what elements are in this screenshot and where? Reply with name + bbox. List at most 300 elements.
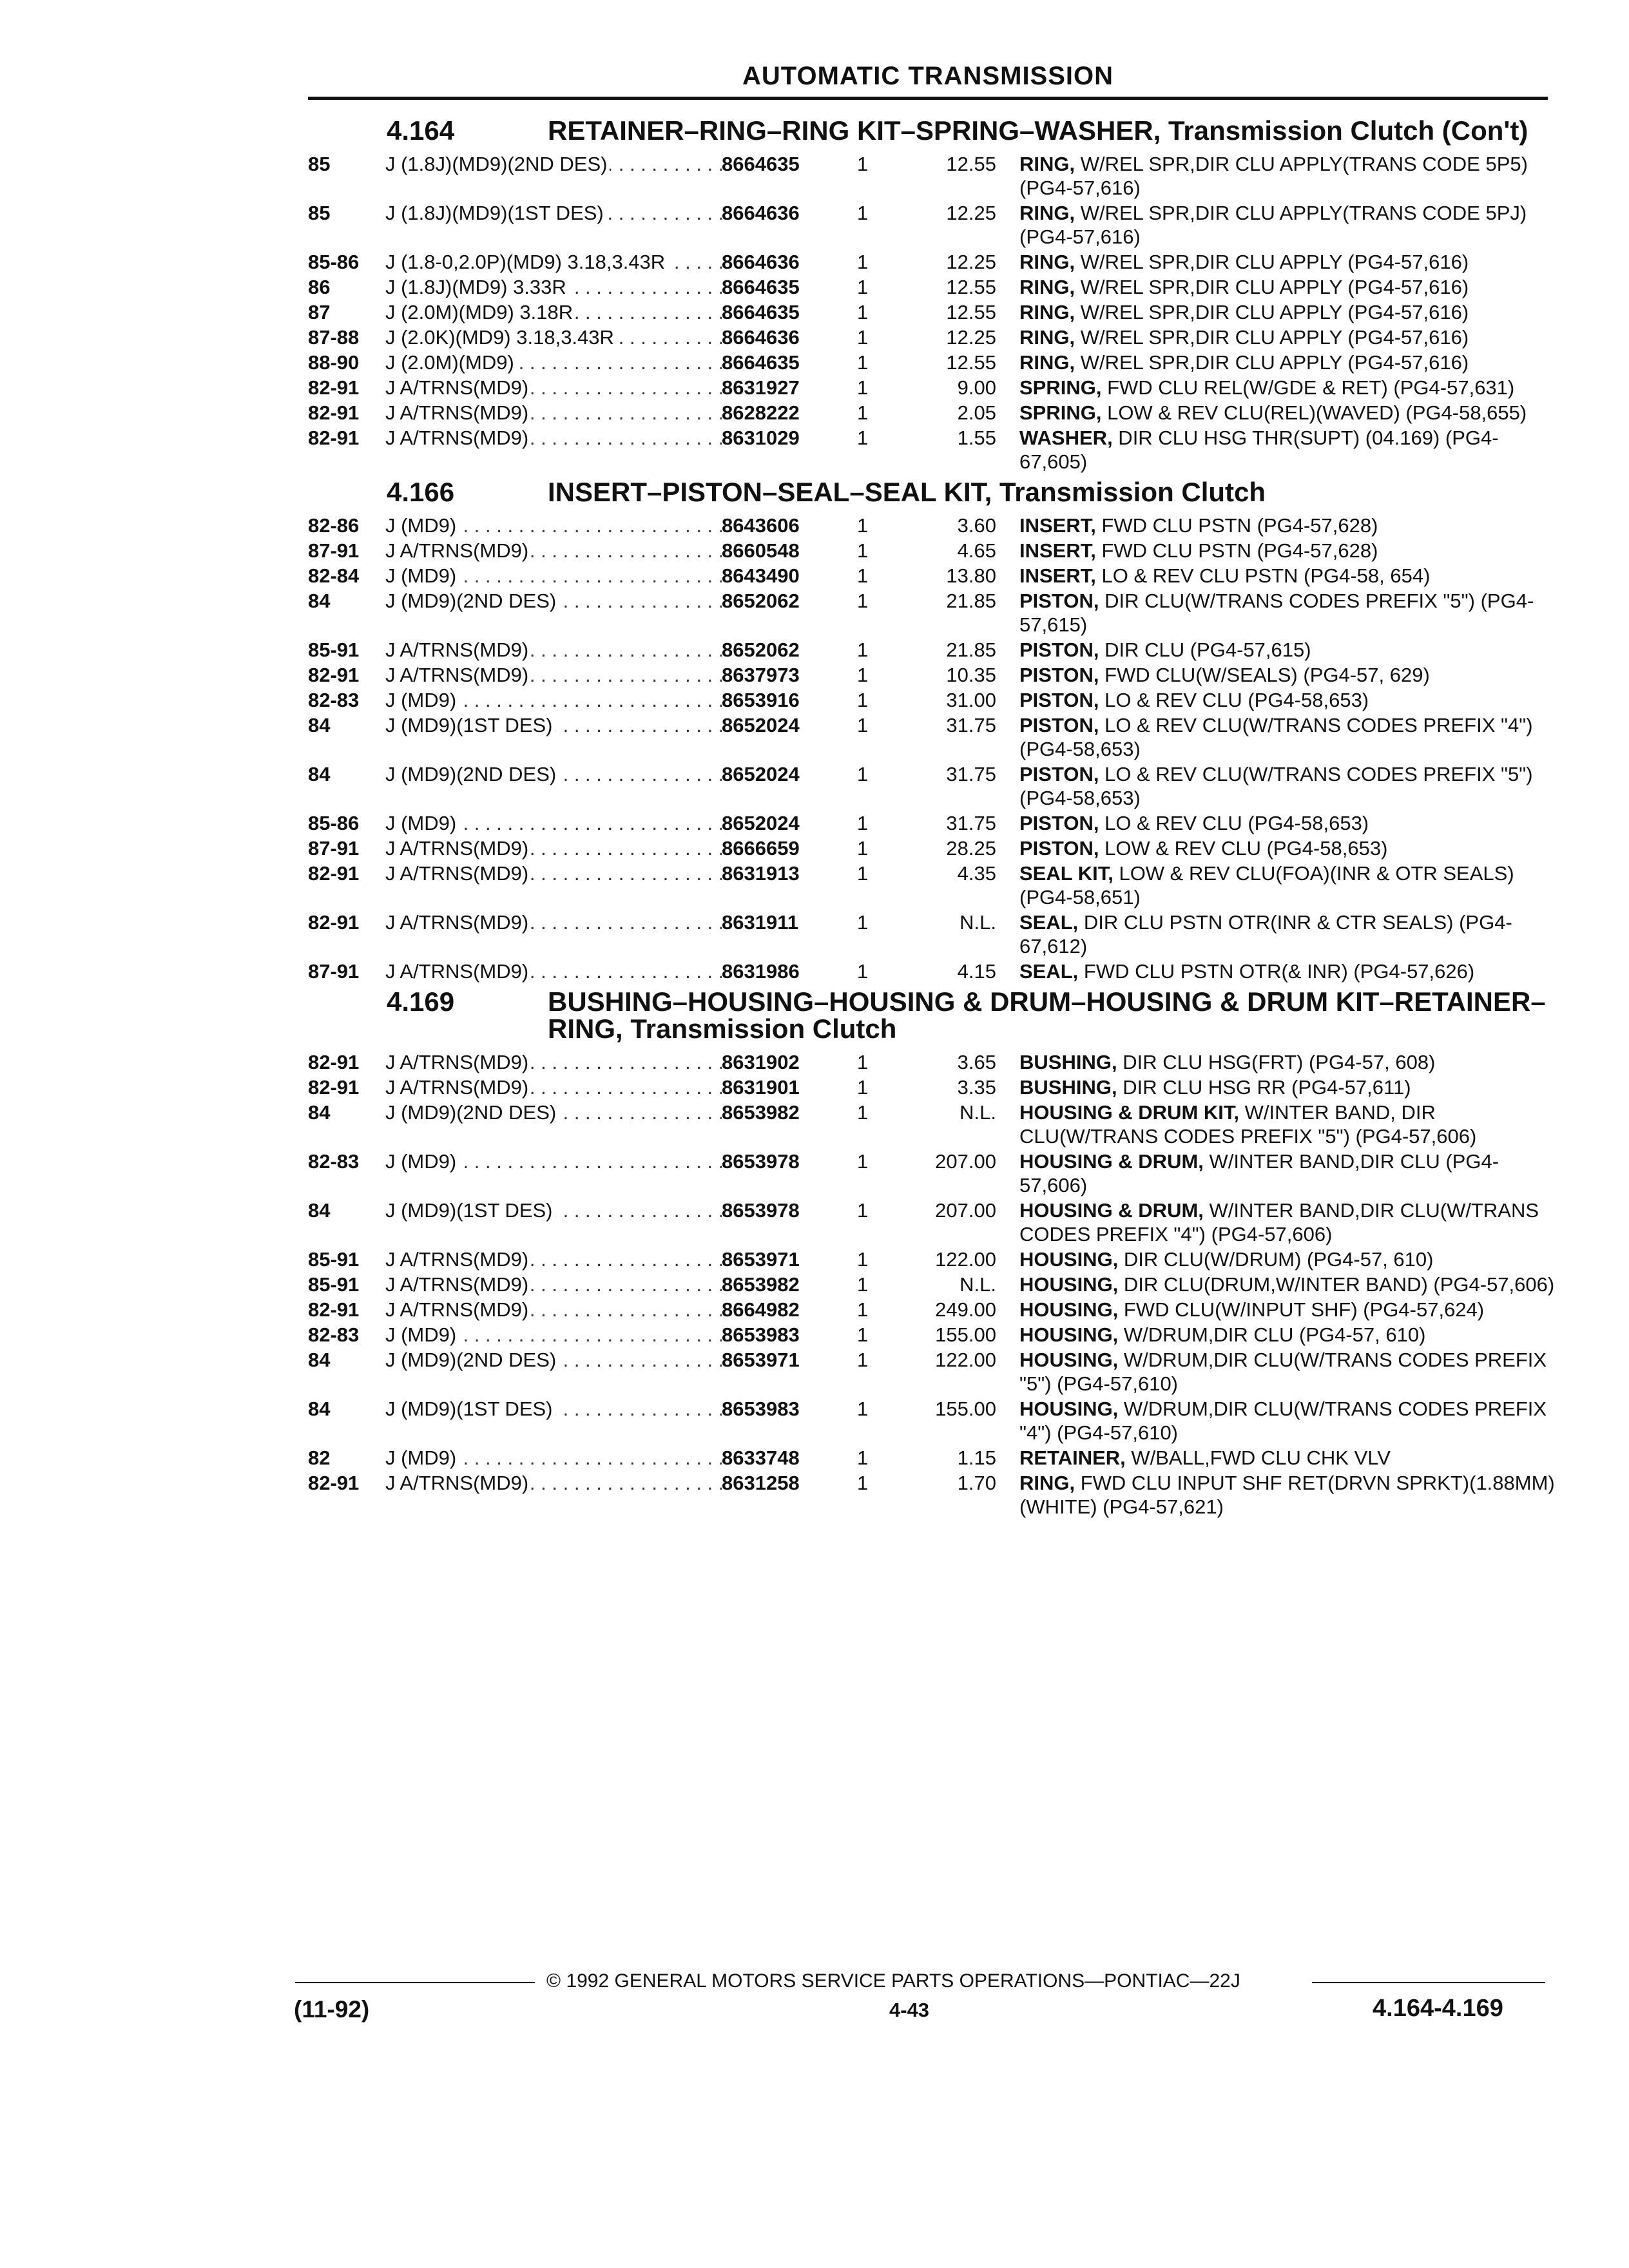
quantity-cell: 1 xyxy=(857,202,869,224)
price-cell: 31.75 xyxy=(946,763,996,785)
year-cell: 85 xyxy=(308,202,331,224)
parts-row xyxy=(308,1397,1548,1445)
description-cell: HOUSING, FWD CLU(W/INPUT SHF) (PG4-57,624) xyxy=(1019,1298,1485,1321)
parts-row xyxy=(308,539,1548,562)
year-cell: 85-91 xyxy=(308,639,360,661)
year-cell: 86 xyxy=(308,276,331,298)
quantity-cell: 1 xyxy=(857,1398,869,1420)
part-number-cell: 8643490 xyxy=(722,564,800,587)
page-header: AUTOMATIC TRANSMISSION xyxy=(742,62,1114,90)
part-number-cell: 8631911 xyxy=(722,911,798,934)
part-number-cell: 8652024 xyxy=(722,763,800,785)
description-keyword: RING, xyxy=(1019,153,1075,175)
parts-row xyxy=(308,688,1548,712)
application-cell xyxy=(385,376,722,399)
price-cell: 28.25 xyxy=(946,837,996,860)
parts-row xyxy=(308,1298,1548,1321)
part-number-cell: 8664636 xyxy=(722,251,800,273)
parts-row xyxy=(308,638,1548,662)
price-cell: 4.15 xyxy=(957,960,996,983)
parts-row xyxy=(308,275,1548,299)
application-text: J (MD9) xyxy=(385,1323,459,1346)
quantity-cell: 1 xyxy=(857,251,869,273)
year-cell: 82-91 xyxy=(308,427,360,449)
description-keyword: BUSHING, xyxy=(1019,1076,1117,1099)
description-keyword: BUSHING, xyxy=(1019,1051,1117,1073)
application-cell xyxy=(385,351,722,374)
application-cell xyxy=(385,861,722,885)
parts-row xyxy=(308,959,1548,983)
description-cell: INSERT, FWD CLU PSTN (PG4-57,628) xyxy=(1019,514,1378,537)
quantity-cell: 1 xyxy=(857,564,869,587)
description-cell: PISTON, LO & REV CLU (PG4-58,653) xyxy=(1019,812,1369,834)
quantity-cell: 1 xyxy=(857,911,869,934)
section-number: 4.166 xyxy=(387,477,455,507)
quantity-cell: 1 xyxy=(857,960,869,983)
price-cell: 3.65 xyxy=(957,1051,996,1073)
application-text: J (MD9)(2ND DES) xyxy=(385,763,559,785)
year-cell: 85-91 xyxy=(308,1273,360,1296)
price-cell: 12.55 xyxy=(946,351,996,374)
price-cell: 31.75 xyxy=(946,812,996,834)
section-title xyxy=(308,117,1548,144)
price-cell: 21.85 xyxy=(946,590,996,612)
description-cell: RING, W/REL SPR,DIR CLU APPLY (PG4-57,616) xyxy=(1019,301,1469,323)
footer-rule-left xyxy=(295,1982,535,1983)
description-cell: HOUSING, W/DRUM,DIR CLU (PG4-57, 610) xyxy=(1019,1323,1426,1346)
parts-row xyxy=(308,514,1548,537)
year-cell: 82-83 xyxy=(308,1323,360,1346)
quantity-cell: 1 xyxy=(857,1349,869,1371)
part-number-cell: 8653982 xyxy=(722,1101,800,1124)
description-cell: RING, W/REL SPR,DIR CLU APPLY (PG4-57,616) xyxy=(1019,326,1469,349)
quantity-cell: 1 xyxy=(857,1051,869,1073)
description-keyword: RING, xyxy=(1019,351,1075,374)
description-keyword: PISTON, xyxy=(1019,812,1099,834)
year-cell: 82-91 xyxy=(308,862,360,885)
application-cell xyxy=(385,1471,722,1495)
application-text: J (MD9)(2ND DES) xyxy=(385,590,559,612)
application-text: J A/TRNS(MD9) xyxy=(385,1273,531,1296)
application-cell xyxy=(385,811,722,835)
description-cell: SEAL, DIR CLU PSTN OTR(INR & CTR SEALS) (PG4-67,612) xyxy=(1019,911,1512,957)
application-cell xyxy=(385,1323,722,1347)
description-cell: HOUSING, W/DRUM,DIR CLU(W/TRANS CODES PREFIX "5") (PG4-57,610) xyxy=(1019,1349,1547,1395)
year-cell: 84 xyxy=(308,1101,331,1124)
description-cell: HOUSING & DRUM KIT, W/INTER BAND, DIR CLU(W/TRANS CODES PREFIX "5") (PG4-57,606) xyxy=(1019,1101,1477,1148)
year-cell: 82-84 xyxy=(308,564,360,587)
description-cell: RETAINER, W/BALL,FWD CLU CHK VLV xyxy=(1019,1446,1391,1469)
part-number-cell: 8637973 xyxy=(722,664,800,686)
application-cell xyxy=(385,836,722,860)
description-keyword: RING, xyxy=(1019,202,1075,224)
description-cell: HOUSING, W/DRUM,DIR CLU(W/TRANS CODES PREFIX "4") (PG4-57,610) xyxy=(1019,1398,1547,1444)
part-number-cell: 8643606 xyxy=(722,514,800,537)
description-cell: PISTON, LO & REV CLU (PG4-58,653) xyxy=(1019,689,1369,711)
description-cell: HOUSING, DIR CLU(DRUM,W/INTER BAND) (PG4-57,606) xyxy=(1019,1273,1555,1296)
quantity-cell: 1 xyxy=(857,539,869,562)
application-text: J A/TRNS(MD9) xyxy=(385,911,531,934)
part-number-cell: 8664982 xyxy=(722,1298,800,1321)
part-number-cell: 8631913 xyxy=(722,862,800,885)
copyright-notice: © 1992 GENERAL MOTORS SERVICE PARTS OPERATIONS—PONTIAC—22J xyxy=(546,1970,1240,1992)
quantity-cell: 1 xyxy=(857,1273,869,1296)
application-cell xyxy=(385,300,722,324)
description-cell: RING, W/REL SPR,DIR CLU APPLY(TRANS CODE 5PJ) (PG4-57,616) xyxy=(1019,202,1527,248)
quantity-cell: 1 xyxy=(857,1150,869,1173)
application-text: J (MD9)(1ST DES) xyxy=(385,714,555,736)
parts-row xyxy=(308,713,1548,761)
description-cell: INSERT, FWD CLU PSTN (PG4-57,628) xyxy=(1019,539,1378,562)
application-text: J (2.0K)(MD9) 3.18,3.43R xyxy=(385,326,617,349)
year-cell: 84 xyxy=(308,763,331,785)
year-cell: 87-91 xyxy=(308,960,360,983)
quantity-cell: 1 xyxy=(857,1101,869,1124)
application-text: J A/TRNS(MD9) xyxy=(385,1076,531,1099)
description-keyword: HOUSING & DRUM, xyxy=(1019,1199,1204,1222)
price-cell: 13.80 xyxy=(946,564,996,587)
part-number-cell: 8660548 xyxy=(722,539,800,562)
parts-row xyxy=(308,1149,1548,1197)
description-keyword: INSERT, xyxy=(1019,539,1096,562)
application-cell xyxy=(385,1397,722,1421)
parts-row xyxy=(308,1247,1548,1271)
parts-row xyxy=(308,1348,1548,1396)
year-cell: 82-91 xyxy=(308,1298,360,1321)
year-cell: 82-91 xyxy=(308,401,360,424)
price-cell: 4.35 xyxy=(957,862,996,885)
description-keyword: PISTON, xyxy=(1019,689,1099,711)
description-keyword: SPRING, xyxy=(1019,376,1102,399)
year-cell: 85-86 xyxy=(308,251,360,273)
description-keyword: HOUSING, xyxy=(1019,1323,1119,1346)
application-cell xyxy=(385,564,722,588)
part-number-cell: 8664635 xyxy=(722,153,800,175)
year-cell: 82-91 xyxy=(308,1051,360,1073)
price-cell: 12.25 xyxy=(946,326,996,349)
section-range: 4.164-4.169 xyxy=(1373,1995,1503,2022)
section-name: RETAINER–RING–RING KIT–SPRING–WASHER, Transmission Clutch (Con't) xyxy=(548,115,1528,146)
year-cell: 85 xyxy=(308,153,331,175)
quantity-cell: 1 xyxy=(857,1298,869,1321)
application-text: J A/TRNS(MD9) xyxy=(385,862,531,885)
application-cell xyxy=(385,762,722,786)
part-number-cell: 8652024 xyxy=(722,714,800,736)
price-cell: 207.00 xyxy=(935,1199,996,1222)
application-cell xyxy=(385,663,722,687)
price-cell: 1.15 xyxy=(957,1446,996,1469)
description-keyword: RING, xyxy=(1019,326,1075,349)
description-cell: PISTON, DIR CLU (PG4-57,615) xyxy=(1019,639,1311,661)
application-text: J A/TRNS(MD9) xyxy=(385,664,531,686)
description-keyword: RING, xyxy=(1019,276,1075,298)
quantity-cell: 1 xyxy=(857,1323,869,1346)
application-text: J (MD9) xyxy=(385,564,459,587)
parts-row xyxy=(308,201,1548,249)
description-keyword: PISTON, xyxy=(1019,664,1099,686)
part-number-cell: 8631258 xyxy=(722,1472,800,1494)
description-cell: SEAL KIT, LOW & REV CLU(FOA)(INR & OTR SEALS) (PG4-58,651) xyxy=(1019,862,1514,908)
year-cell: 82-91 xyxy=(308,1472,360,1494)
part-number-cell: 8631901 xyxy=(722,1076,800,1099)
description-cell: RING, W/REL SPR,DIR CLU APPLY(TRANS CODE 5P5) (PG4-57,616) xyxy=(1019,153,1528,199)
year-cell: 84 xyxy=(308,1199,331,1222)
description-cell: RING, W/REL SPR,DIR CLU APPLY (PG4-57,616) xyxy=(1019,276,1469,298)
quantity-cell: 1 xyxy=(857,714,869,736)
description-keyword: INSERT, xyxy=(1019,514,1096,537)
part-number-cell: 8653978 xyxy=(722,1150,800,1173)
description-cell: PISTON, FWD CLU(W/SEALS) (PG4-57, 629) xyxy=(1019,664,1430,686)
application-cell xyxy=(385,401,722,425)
application-text: J A/TRNS(MD9) xyxy=(385,960,531,983)
price-cell: N.L. xyxy=(959,1273,996,1296)
application-cell xyxy=(385,589,722,613)
part-number-cell: 8664636 xyxy=(722,326,800,349)
price-cell: 3.60 xyxy=(957,514,996,537)
section-number: 4.164 xyxy=(387,115,455,146)
quantity-cell: 1 xyxy=(857,590,869,612)
section-number: 4.169 xyxy=(387,986,455,1017)
revision-date: (11-92) xyxy=(294,1996,370,2023)
description-cell: SEAL, FWD CLU PSTN OTR(& INR) (PG4-57,626) xyxy=(1019,960,1475,983)
application-text: J (MD9)(1ST DES) xyxy=(385,1199,555,1222)
year-cell: 84 xyxy=(308,1349,331,1371)
quantity-cell: 1 xyxy=(857,837,869,860)
description-keyword: HOUSING & DRUM KIT, xyxy=(1019,1101,1239,1124)
price-cell: 155.00 xyxy=(935,1323,996,1346)
application-text: J (2.0M)(MD9) 3.18R xyxy=(385,301,575,323)
year-cell: 87-91 xyxy=(308,539,360,562)
price-cell: 155.00 xyxy=(935,1398,996,1420)
description-keyword: HOUSING, xyxy=(1019,1349,1119,1371)
parts-row xyxy=(308,1471,1555,1519)
year-cell: 82-91 xyxy=(308,911,360,934)
application-cell xyxy=(385,959,722,983)
year-cell: 87-88 xyxy=(308,326,360,349)
parts-row xyxy=(308,564,1548,588)
application-cell xyxy=(385,910,722,934)
application-text: J A/TRNS(MD9) xyxy=(385,427,531,449)
application-text: J (MD9) xyxy=(385,1446,459,1469)
quantity-cell: 1 xyxy=(857,1446,869,1469)
application-cell xyxy=(385,1149,722,1173)
quantity-cell: 1 xyxy=(857,639,869,661)
application-cell xyxy=(385,1348,722,1372)
description-keyword: SEAL KIT, xyxy=(1019,862,1113,885)
description-cell: RING, W/REL SPR,DIR CLU APPLY (PG4-57,616) xyxy=(1019,251,1469,273)
application-cell xyxy=(385,1298,722,1321)
part-number-cell: 8628222 xyxy=(722,401,800,424)
year-cell: 87-91 xyxy=(308,837,360,860)
parts-row xyxy=(308,325,1548,349)
part-number-cell: 8653971 xyxy=(722,1349,800,1371)
description-keyword: PISTON, xyxy=(1019,714,1099,736)
application-text: J A/TRNS(MD9) xyxy=(385,539,531,562)
description-keyword: HOUSING, xyxy=(1019,1298,1119,1321)
price-cell: 4.65 xyxy=(957,539,996,562)
parts-row xyxy=(308,300,1548,324)
price-cell: 1.70 xyxy=(957,1472,996,1494)
price-cell: 207.00 xyxy=(935,1150,996,1173)
quantity-cell: 1 xyxy=(857,812,869,834)
price-cell: 122.00 xyxy=(935,1248,996,1271)
part-number-cell: 8653971 xyxy=(722,1248,800,1271)
year-cell: 82 xyxy=(308,1446,331,1469)
section-name: INSERT–PISTON–SEAL–SEAL KIT, Transmission Clutch xyxy=(548,477,1266,507)
year-cell: 82-83 xyxy=(308,1150,360,1173)
section-name: BUSHING–HOUSING–HOUSING & DRUM–HOUSING & DRUM KIT–RETAINER–RING, Transmission Clutch xyxy=(548,986,1546,1044)
description-cell: RING, W/REL SPR,DIR CLU APPLY (PG4-57,616) xyxy=(1019,351,1469,374)
application-cell xyxy=(385,514,722,537)
part-number-cell: 8653916 xyxy=(722,689,800,711)
part-number-cell: 8631986 xyxy=(722,960,800,983)
quantity-cell: 1 xyxy=(857,514,869,537)
year-cell: 84 xyxy=(308,714,331,736)
application-text: J (1.8-0,2.0P)(MD9) 3.18,3.43R xyxy=(385,251,668,273)
part-number-cell: 8631902 xyxy=(722,1051,800,1073)
description-keyword: PISTON, xyxy=(1019,763,1099,785)
application-text: J A/TRNS(MD9) xyxy=(385,639,531,661)
price-cell: 12.25 xyxy=(946,202,996,224)
description-keyword: SEAL, xyxy=(1019,960,1079,983)
description-cell: BUSHING, DIR CLU HSG(FRT) (PG4-57, 608) xyxy=(1019,1051,1436,1073)
description-cell: HOUSING, DIR CLU(W/DRUM) (PG4-57, 610) xyxy=(1019,1248,1434,1271)
application-cell xyxy=(385,1446,722,1470)
application-cell xyxy=(385,201,722,225)
price-cell: 3.35 xyxy=(957,1076,996,1099)
application-cell xyxy=(385,1198,722,1222)
header-rule xyxy=(308,97,1548,100)
application-cell xyxy=(385,152,722,176)
description-keyword: RING, xyxy=(1019,251,1075,273)
price-cell: 122.00 xyxy=(935,1349,996,1371)
parts-row xyxy=(308,861,1548,909)
parts-row xyxy=(308,426,1548,474)
part-number-cell: 8653983 xyxy=(722,1398,800,1420)
quantity-cell: 1 xyxy=(857,689,869,711)
application-cell xyxy=(385,1273,722,1296)
year-cell: 88-90 xyxy=(308,351,360,374)
description-keyword: HOUSING, xyxy=(1019,1273,1119,1296)
application-text: J A/TRNS(MD9) xyxy=(385,401,531,424)
quantity-cell: 1 xyxy=(857,301,869,323)
price-cell: N.L. xyxy=(959,911,996,934)
application-text: J A/TRNS(MD9) xyxy=(385,1298,531,1321)
year-cell: 84 xyxy=(308,590,331,612)
parts-row xyxy=(308,376,1548,399)
price-cell: 2.05 xyxy=(957,401,996,424)
application-text: J A/TRNS(MD9) xyxy=(385,1248,531,1271)
application-cell xyxy=(385,1100,722,1124)
application-text: J (MD9)(2ND DES) xyxy=(385,1101,559,1124)
year-cell: 82-86 xyxy=(308,514,360,537)
application-cell xyxy=(385,426,722,450)
description-keyword: RING, xyxy=(1019,1472,1075,1494)
price-cell: 12.55 xyxy=(946,153,996,175)
application-cell xyxy=(385,250,722,274)
quantity-cell: 1 xyxy=(857,862,869,885)
description-keyword: WASHER, xyxy=(1019,427,1113,449)
parts-row xyxy=(308,152,1548,200)
quantity-cell: 1 xyxy=(857,276,869,298)
page-number: 4-43 xyxy=(889,1999,930,2021)
price-cell: 31.00 xyxy=(946,689,996,711)
parts-row xyxy=(308,589,1548,637)
part-number-cell: 8631029 xyxy=(722,427,800,449)
year-cell: 85-86 xyxy=(308,812,360,834)
parts-row xyxy=(308,1100,1548,1148)
price-cell: 10.35 xyxy=(946,664,996,686)
part-number-cell: 8631927 xyxy=(722,376,800,399)
section-title xyxy=(308,479,1548,506)
parts-listing xyxy=(308,112,1555,1520)
part-number-cell: 8652062 xyxy=(722,639,800,661)
application-cell xyxy=(385,638,722,662)
parts-row xyxy=(308,910,1548,958)
description-keyword: SPRING, xyxy=(1019,401,1102,424)
quantity-cell: 1 xyxy=(857,1248,869,1271)
description-keyword: SEAL, xyxy=(1019,911,1079,934)
quantity-cell: 1 xyxy=(857,1199,869,1222)
parts-row xyxy=(308,1273,1555,1296)
parts-row xyxy=(308,401,1548,425)
part-number-cell: 8653983 xyxy=(722,1323,800,1346)
application-text: J A/TRNS(MD9) xyxy=(385,837,531,860)
quantity-cell: 1 xyxy=(857,401,869,424)
price-cell: 1.55 xyxy=(957,427,996,449)
quantity-cell: 1 xyxy=(857,153,869,175)
parts-row xyxy=(308,836,1548,860)
footer-rule-right xyxy=(1312,1982,1545,1983)
parts-row xyxy=(308,1198,1548,1246)
application-text: J (MD9) xyxy=(385,812,459,834)
parts-row xyxy=(308,1446,1548,1470)
price-cell: 12.55 xyxy=(946,301,996,323)
quantity-cell: 1 xyxy=(857,326,869,349)
application-text: J A/TRNS(MD9) xyxy=(385,376,531,399)
parts-row xyxy=(308,351,1548,374)
part-number-cell: 8664635 xyxy=(722,351,800,374)
quantity-cell: 1 xyxy=(857,376,869,399)
quantity-cell: 1 xyxy=(857,1076,869,1099)
application-text: J A/TRNS(MD9) xyxy=(385,1472,531,1494)
part-number-cell: 8664635 xyxy=(722,301,800,323)
description-cell: HOUSING & DRUM, W/INTER BAND,DIR CLU(W/TRANS CODES PREFIX "4") (PG4-57,606) xyxy=(1019,1199,1539,1245)
parts-row xyxy=(308,762,1548,810)
year-cell: 82-83 xyxy=(308,689,360,711)
section-title xyxy=(308,988,1548,1043)
description-cell: PISTON, LOW & REV CLU (PG4-58,653) xyxy=(1019,837,1388,860)
application-text: J (2.0M)(MD9) xyxy=(385,351,517,374)
parts-row xyxy=(308,1075,1548,1099)
description-cell: SPRING, FWD CLU REL(W/GDE & RET) (PG4-57,631) xyxy=(1019,376,1515,399)
price-cell: 12.55 xyxy=(946,276,996,298)
application-cell xyxy=(385,1075,722,1099)
application-text: J (MD9) xyxy=(385,1150,459,1173)
year-cell: 82-91 xyxy=(308,376,360,399)
application-text: J (MD9)(2ND DES) xyxy=(385,1349,559,1371)
application-text: J (MD9) xyxy=(385,514,459,537)
parts-row xyxy=(308,1050,1548,1074)
application-text: J (1.8J)(MD9)(1ST DES) xyxy=(385,202,606,224)
quantity-cell: 1 xyxy=(857,1472,869,1494)
description-cell: PISTON, LO & REV CLU(W/TRANS CODES PREFIX "4") (PG4-58,653) xyxy=(1019,714,1533,760)
description-cell: PISTON, DIR CLU(W/TRANS CODES PREFIX "5") (PG4-57,615) xyxy=(1019,590,1534,636)
application-text: J (1.8J)(MD9)(2ND DES) xyxy=(385,153,610,175)
description-keyword: RETAINER, xyxy=(1019,1446,1126,1469)
part-number-cell: 8653982 xyxy=(722,1273,800,1296)
part-number-cell: 8652024 xyxy=(722,812,800,834)
